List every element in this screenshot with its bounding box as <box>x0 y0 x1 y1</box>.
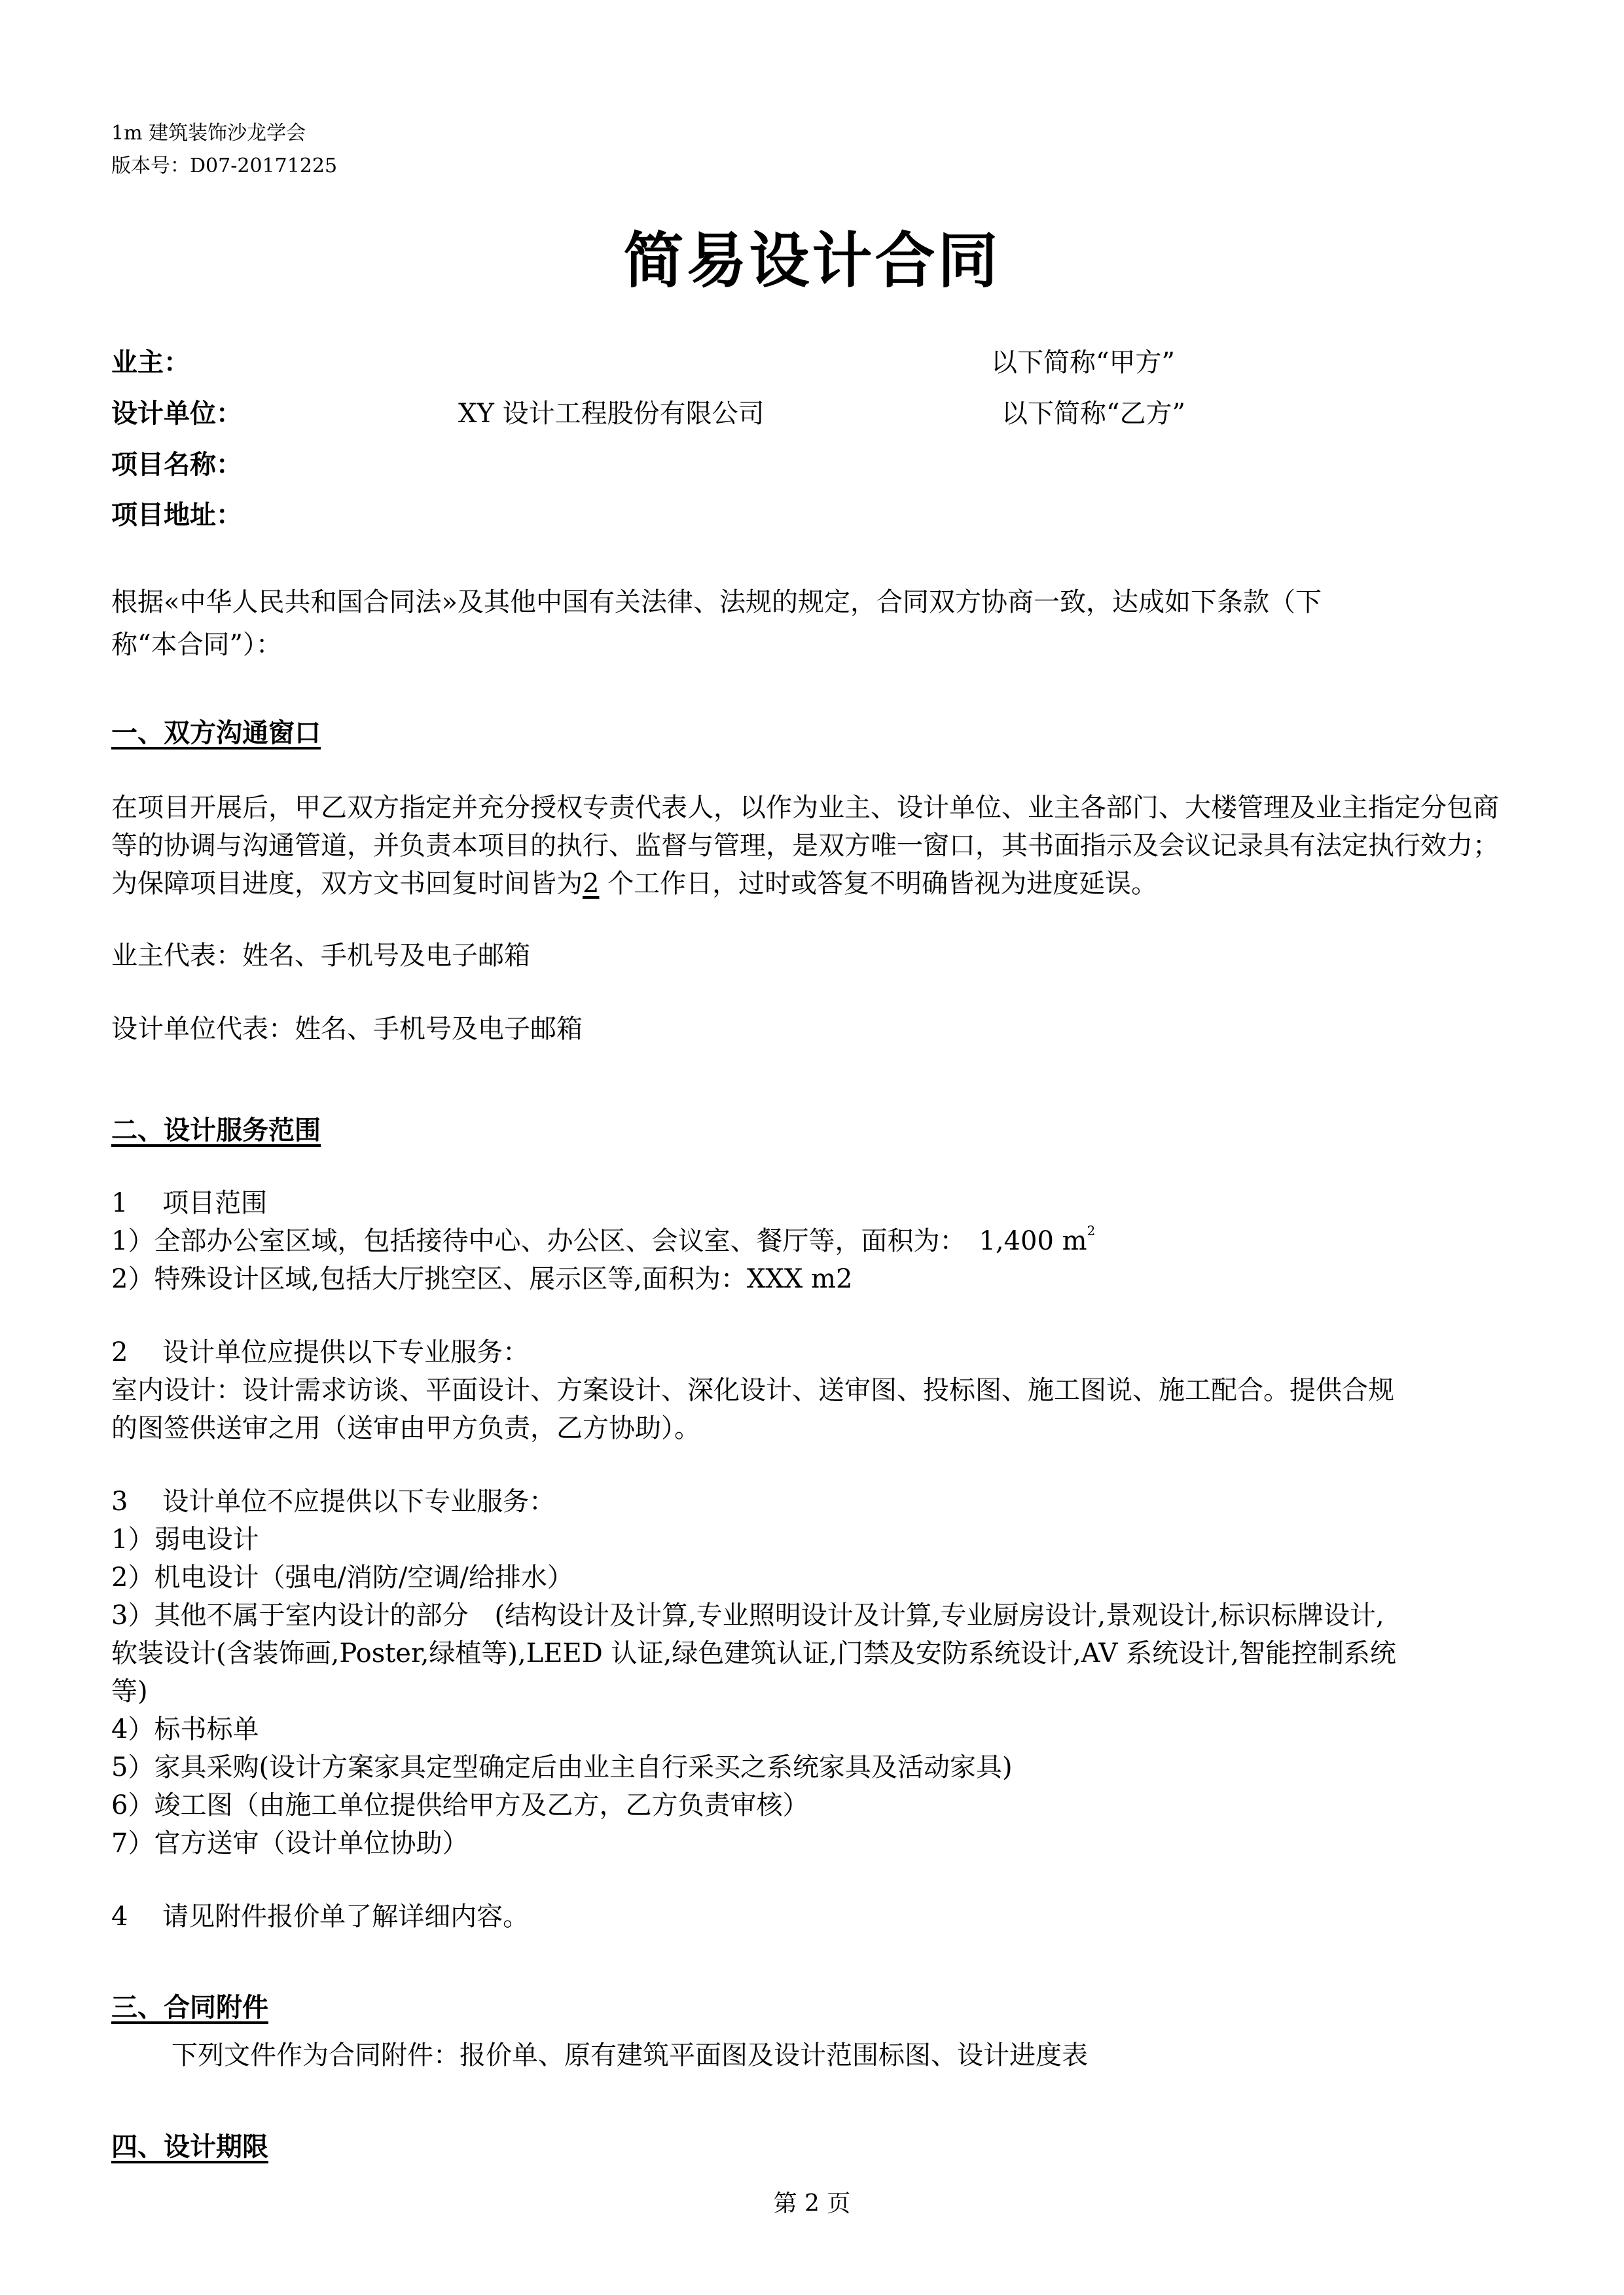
excluded-service-4: 4）标书标单 <box>111 1714 259 1744</box>
scope-item-3-title: 3 设计单位不应提供以下专业服务： <box>111 1487 556 1517</box>
scope-item-1-b: 2）特殊设计区域,包括大厅挑空区、展示区等,面积为：XXX m2 <box>111 1264 853 1294</box>
excluded-service-7: 7）官方送审（设计单位协助） <box>111 1828 469 1858</box>
scope-item-1-title: 1 项目范围 <box>111 1188 268 1218</box>
org-name: 1m 建筑装饰沙龙学会 <box>111 122 306 145</box>
excluded-service-3-line-3: 等) <box>111 1676 148 1707</box>
version-number: 版本号：D07-20171225 <box>111 154 338 177</box>
project-name-label: 项目名称： <box>111 449 242 480</box>
reply-period-pre: 为保障项目进度，双方文书回复时间皆为 <box>111 869 583 899</box>
preamble-line-2: 称“本合同”）： <box>111 630 282 660</box>
designer-label: 设计单位： <box>111 398 242 429</box>
owner-label: 业主： <box>111 347 190 378</box>
owner-representative: 业主代表：姓名、手机号及电子邮箱 <box>111 941 530 971</box>
excluded-service-2: 2）机电设计（强电/消防/空调/给排水） <box>111 1563 573 1593</box>
owner-alias: 以下简称“甲方” <box>991 348 1175 378</box>
section-4-heading: 四、设计期限 <box>111 2131 268 2162</box>
excluded-service-3-line-1: 3）其他不属于室内设计的部分 (结构设计及计算,专业照明设计及计算,专业厨房设计,景观设计,标识标牌设计, <box>111 1600 1384 1631</box>
page-number: 第 2 页 <box>773 2190 851 2217</box>
excluded-service-3-line-2: 软装设计(含装饰画,Poster,绿植等),LEED 认证,绿色建筑认证,门禁及安防系统设计,AV 系统设计,智能控制系统 <box>111 1638 1396 1669</box>
scope-item-2-line-2: 的图签供送审之用（送审由甲方负责，乙方协助）。 <box>111 1413 700 1443</box>
section-3-heading: 三、合同附件 <box>111 1992 268 2023</box>
excluded-service-5: 5）家具采购(设计方案家具定型确定后由业主自行采买之系统家具及活动家具) <box>111 1752 1013 1782</box>
scope-item-2-line-1: 室内设计：设计需求访谈、平面设计、方案设计、深化设计、送审图、投标图、施工图说、施工配合。提供合规 <box>111 1375 1394 1405</box>
section-1-heading: 一、双方沟通窗口 <box>111 717 321 748</box>
section-1-para-line-1: 在项目开展后，甲乙双方指定并充分授权专责代表人，以作为业主、设计单位、业主各部门、大楼管理及业主指定分包商 <box>111 793 1499 823</box>
attachments-text: 下列文件作为合同附件：报价单、原有建筑平面图及设计范围标图、设计进度表 <box>171 2040 1088 2070</box>
section-2-heading: 二、设计服务范围 <box>111 1115 321 1146</box>
preamble-line-1: 根据«中华人民共和国合同法»及其他中国有关法律、法规的规定，合同双方协商一致，达成如下条款（下 <box>111 587 1322 617</box>
project-address-label: 项目地址： <box>111 499 242 530</box>
designer-name: XY 设计工程股份有限公司 <box>458 399 765 429</box>
page-title: 简易设计合同 <box>623 225 1001 296</box>
designer-alias: 以下简称“乙方” <box>1001 399 1185 429</box>
scope-item-1-a <box>111 1220 1095 1257</box>
reply-period-post: 个工作日，过时或答复不明确皆视为进度延误。 <box>599 869 1158 899</box>
section-1-para-line-2: 等的协调与沟通管道，并负责本项目的执行、监督与管理，是双方唯一窗口，其书面指示及会议记录具有法定执行效力； <box>111 831 1499 861</box>
reply-period-days: 2 <box>583 869 600 899</box>
excluded-service-6: 6）竣工图（由施工单位提供给甲方及乙方，乙方负责审核） <box>111 1790 809 1820</box>
area-unit-superscript: 2 <box>1087 1223 1096 1238</box>
excluded-service-1: 1）弱电设计 <box>111 1525 259 1555</box>
scope-item-4: 4 请见附件报价单了解详细内容。 <box>111 1902 530 1932</box>
section-1-para-line-3 <box>111 863 1157 900</box>
scope-item-2-title: 2 设计单位应提供以下专业服务： <box>111 1337 530 1367</box>
designer-representative: 设计单位代表：姓名、手机号及电子邮箱 <box>111 1014 583 1044</box>
scope-item-1-a-text: 1）全部办公室区域，包括接待中心、办公区、会议室、餐厅等，面积为： 1,400 m <box>111 1226 1087 1256</box>
